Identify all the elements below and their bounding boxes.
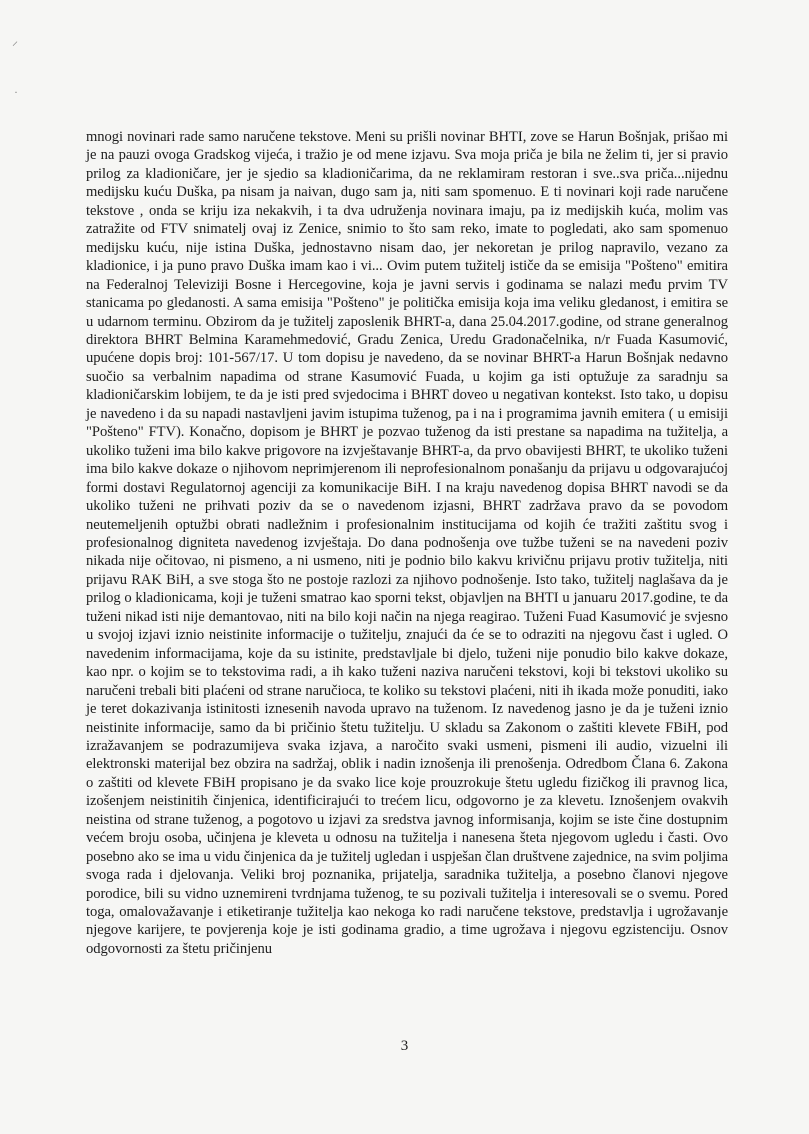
body-paragraph: mnogi novinari rade samo naručene tekstove. Meni su prišli novinar BHTI, zove se Harun Bošnjak, prišao mi je na pauzi ovoga Gradskog vijeća, i tražio je od mene izjavu. Sva moja priča je bila ne želim ti, jer si pravio prilog za kladioničare, jer je sjedio sa kladioničarima, da ne reklamiram restoran i sve..sva priča...nijednu medijsku kuću Duška, pa nisam ja naivan, dugo sam ja, niti sam spomenuo. E ti novinari koji rade naručene tekstove , onda se kriju iza nekakvih, i ta dva udruženja novinara imaju, pa iz medijskih kuća, molim vas zatražite od FTV snimatelj ovaj iz Zenice, snimio to što sam reko, imate to pogledati, ako sam spomenuo medijsku kuću, nije istina Duška, jednostavno nisam dao, jer nekoretan je prilog napravilo, vezano za kladionice, i ja puno pravo Duška imam kao i vi... Ovim putem tužitelj ističe da se emisija "Pošteno" emitira na Federalnoj Televiziji Bosne i Hercegovine, koja je javni servis i godinama se nalazi među prvim TV stanicama po gledanosti. A sama emisija "Pošteno" je politička emisija koja ima veliku gledanost, i emitira se u udarnom terminu. Obzirom da je tužitelj zaposlenik BHRT-a, dana 25.04.2017.godine, od strane generalnog direktora BHRT Belmina Karamehmedović, Gradu Zenica, Uredu Gradonačelnika, n/r Fuada Kasumović, upućene dopis broj: 101-567/17. U tom dopisu je navedeno, da se novinar BHRT-a Harun Bošnjak nedavno suočio sa verbalnim napadima od strane Kasumović Fuada, u kojim ga isti optužuje za saradnju sa kladioničarskim lobijem, te da je isti pred svjedocima i BHRT doveo u negativan kontekst. Isto tako, u dopisu je navedeno i da su napadi nastavljeni javim istupima tuženog, pa i na i programima javnih emitera ( u emisiji "Pošteno" FTV). Konačno, dopisom je BHRT je pozvao tuženog da isti prestane sa napadima na tužitelja, a ukoliko tuženi ima bilo kakve prigovore na izvještavanje BHRT-a, da prvo obavijesti BHRT, te ukoliko tuženi ima bilo kakve dokaze o njihovom neprimjerenom ili neprofesionalnom ponašanju da prijavu u odgovarajućoj formi dostavi Regulatornoj agenciji za komunikacije BiH. I na kraju navedenog dopisa BHRT navodi se da ukoliko tuženi ne prihvati poziv da se o navedenom izjasni, BHRT zadržava pravo da se povodom neutemeljenih optužbi obrati nadležnim i profesionalnim institucijama od kojih će tražiti zaštitu svog i profesionalnog digniteta navedenog izvještaja. Do dana podnošenja ove tužbe tuženi se na navedeni poziv nikada nije očitovao, ni pismeno, a ni usmeno, niti je podnio bilo kakvu krivičnu prijavu protiv tužitelja, niti prijavu RAK BiH, a sve stoga što ne postoje razlozi za njihovo podnošenje. Isto tako, tužitelj naglašava da je prilog o kladionicama, koji je tuženi smatrao kao sporni tekst, objavljen na BHTI u januaru 2017.godine, te da tuženi nikad isti nije demantovao, niti na bilo koji način na njega reagirao. Tuženi Fuad Kasumović je svjesno u svojoj izjavi iznio neistinite informacije o tužitelju, znajući da će se to odraziti na njegovu čast i ugled. O navedenim informacijama, koje da su istinite, predstavljale bi djelo, tuženi nije ponudio bilo kakve dokaze, kao npr. o kojim se to tekstovima radi, a ih kako tuženi naziva naručeni tekstovi, koji bi tekstovi ukoliko su naručeni trebali biti plaćeni od strane naručioca, te koliko su tekstovi plaćeni, niti ih ikada može ponuditi, iako je teret dokazivanja istinitosti iznesenih navoda upravo na tuženom. Iz navedenog jasno je da je tuženi iznio neistinite informacije, samo da bi pričinio štetu tužitelju. U skladu sa Zakonom o zaštiti klevete FBiH, pod izražavanjem se podrazumijeva svaka izjava, a naročito svaki usmeni, pismeni ili audio, vizuelni ili elektronski materijal bez obzira na sadržaj, oblik i nadin iznošenja ili prenošenja. Odredbom Člana 6. Zakona o zaštiti od klevete FBiH propisano je da svako lice koje prouzrokuje štetu ugledu fizičkog ili pravnog lica, izošenjem neistinitih činjenica, identificirajući to trećem licu, odgovorno je za klevetu. Iznošenjem ovakvih neistina od strane tuženog, a pogotovo u izjavi za sredstva javnog informisanja, kojim se iste čine dostupnim većem broju osoba, učinjena je kleveta u odnosu na tužitelja i nanesena šteta njegovom ugledu i časti. Ovo posebno ako se ima u vidu činjenica da je tužitelj ugledan i uspješan član društvene zajednice, na svim poljima svoga rada i djelovanja. Veliki broj poznanika, prijatelja, saradnika tužitelja, a posebno članovi njegove porodice, bili su vidno uznemireni tvrdnjama tuženog, te su pozivali tužitelja i interesovali se o svemu. Pored toga, omalovažavanje i etiketiranje tužitelja kao nekoga ko radi naručene tekstove, predstavlja i ugrožavanje njegove karijere, te povjerenja koje je isti godinama gradio, a time ugrožava i njegovu egzistenciju. Osnov odgovornosti za štetu pričinjenu	[86, 129, 728, 957]
scan-artifact-mark: ·	[14, 85, 18, 99]
page-number: 3	[400, 1038, 409, 1054]
scan-artifact-mark: ⸍	[12, 39, 19, 53]
